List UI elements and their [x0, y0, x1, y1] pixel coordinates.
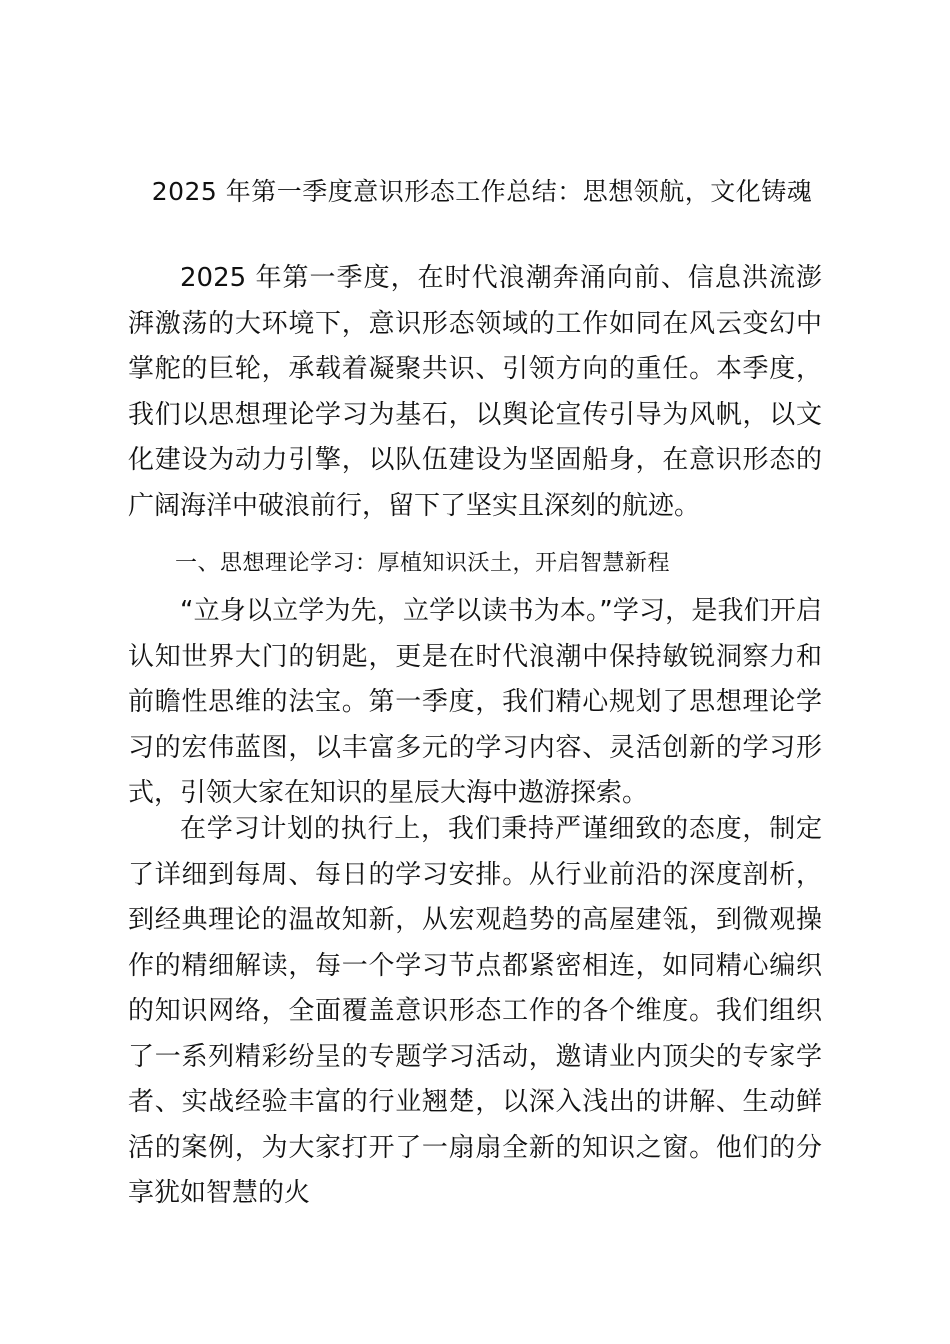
plan-paragraph: 在学习计划的执行上，我们秉持严谨细致的态度，制定了详细到每周、每日的学习安排。从行业前沿的深度剖析，到经典理论的温故知新，从宏观趋势的高屋建瓴，到微观操作的精细解读，每一个学习节点都紧密相连，如同精心编织的知识网络，全面覆盖意识形态工作的各个维度。我们组织了一系列精彩纷呈的专题学习活动，邀请业内顶尖的专家学者、实战经验丰富的行业翘楚，以深入浅出的讲解、生动鲜活的案例，为大家打开了一扇扇全新的知识之窗。他们的分享犹如智慧的火	[128, 814, 822, 1208]
study-paragraph: “立身以立学为先，立学以读书为本。”学习，是我们开启认知世界大门的钥匙，更是在时代浪潮中保持敏锐洞察力和前瞻性思维的法宝。第一季度，我们精心规划了思想理论学习的宏伟蓝图，以丰富多元的学习内容、灵活创新的学习形式，引领大家在知识的星辰大海中遨游探索。	[128, 596, 822, 808]
document-title: 2025 年第一季度意识形态工作总结：思想领航，文化铸魂	[151, 177, 813, 206]
intro-paragraph: 2025 年第一季度，在时代浪潮奔涌向前、信息洪流澎湃激荡的大环境下，意识形态领域的工作如同在风云变幻中掌舵的巨轮，承载着凝聚共识、引领方向的重任。本季度，我们以思想理论学习为基石，以舆论宣传引导为风帆，以文化建设为动力引擎，以队伍建设为坚固船身，在意识形态的广阔海洋中破浪前行，留下了坚实且深刻的航迹。	[128, 263, 822, 521]
section-heading: 一、思想理论学习：厚植知识沃土，开启智慧新程	[175, 551, 671, 576]
